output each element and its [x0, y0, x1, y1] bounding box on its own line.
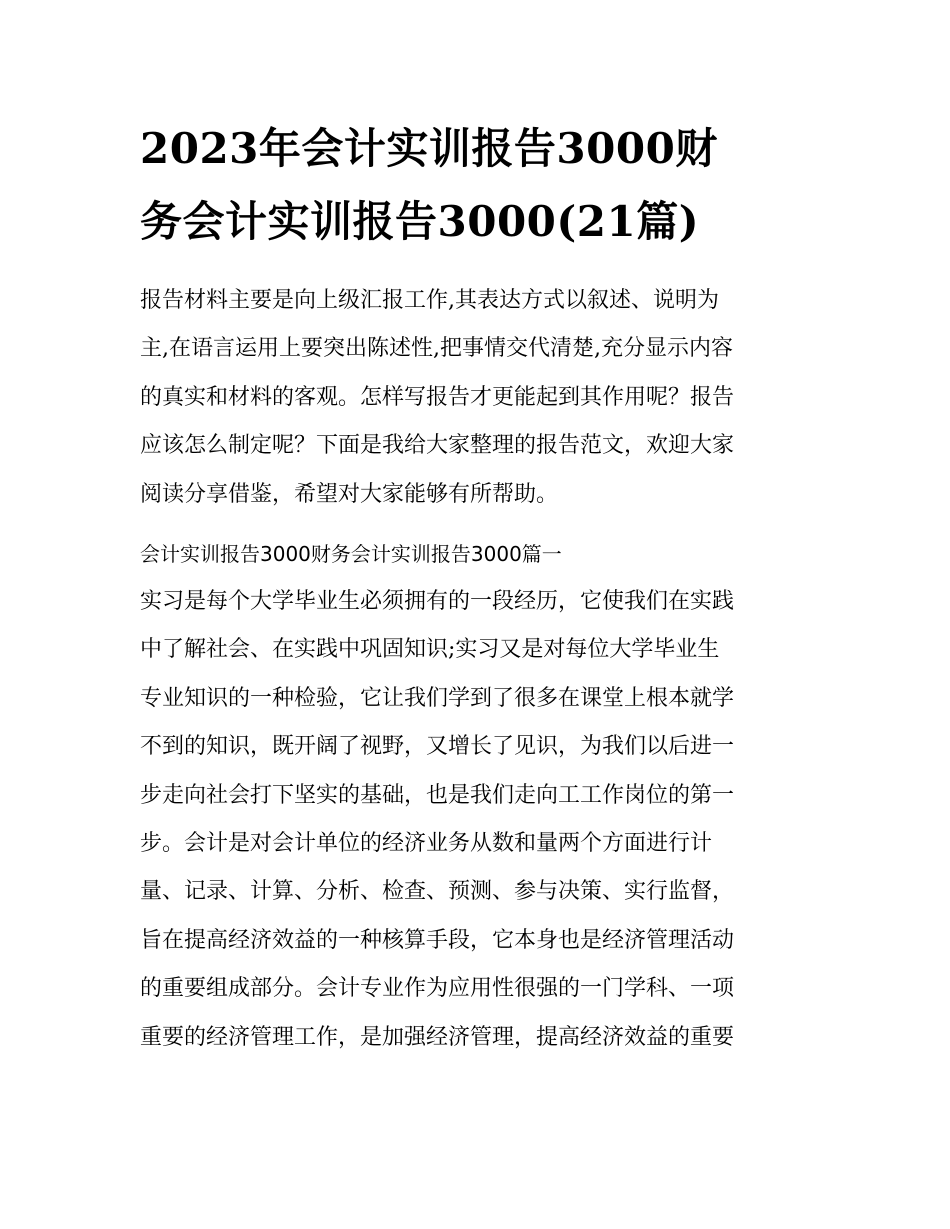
intro-line: 报告材料主要是向上级汇报工作,其表达方式以叙述、说明为 — [140, 288, 719, 313]
intro-line: 阅读分享借鉴，希望对大家能够有所帮助。 — [140, 481, 559, 507]
section-line: 不到的知识，既开阔了视野，又增长了见识，为我们以后进一 — [140, 734, 735, 760]
intro-line: 主,在语言运用上要突出陈述性,把事情交代清楚,充分显示内容 — [140, 336, 733, 362]
title-line: 2023年会计实训报告3000财 — [140, 124, 718, 173]
title-line: 务会计实训报告3000(21篇) — [140, 197, 700, 246]
section-line: 步走向社会打下坚实的基础，也是我们走向工工作岗位的第一 — [140, 782, 735, 808]
section-line: 中了解社会、在实践中巩固知识;实习又是对每位大学毕业生 — [140, 637, 720, 663]
section-line: 的重要组成部分。会计专业作为应用性很强的一门学科、一项 — [140, 976, 735, 1002]
section-line: 步。会计是对会计单位的经济业务从数和量两个方面进行计 — [140, 831, 713, 857]
intro-line: 应该怎么制定呢？下面是我给大家整理的报告范文，欢迎大家 — [140, 433, 735, 459]
section-line: 实习是每个大学毕业生必须拥有的一段经历，它使我们在实践 — [140, 589, 735, 614]
section-line: 重要的经济管理工作，是加强经济管理，提高经济效益的重要 — [140, 1024, 735, 1050]
section-paragraph — [140, 578, 820, 1062]
section-line: 量、记录、计算、分析、检查、预测、参与决策、实行监督， — [140, 879, 735, 905]
section-line: 旨在提高经济效益的一种核算手段，它本身也是经济管理活动 — [140, 927, 735, 953]
document-title — [140, 112, 820, 258]
intro-line: 的真实和材料的客观。怎样写报告才更能起到其作用呢？报告 — [140, 384, 735, 410]
section-line: 专业知识的一种检验，它让我们学到了很多在课堂上根本就学 — [140, 685, 735, 711]
intro-paragraph — [140, 277, 820, 519]
section-heading: 会计实训报告3000财务会计实训报告3000篇一 — [140, 542, 562, 566]
